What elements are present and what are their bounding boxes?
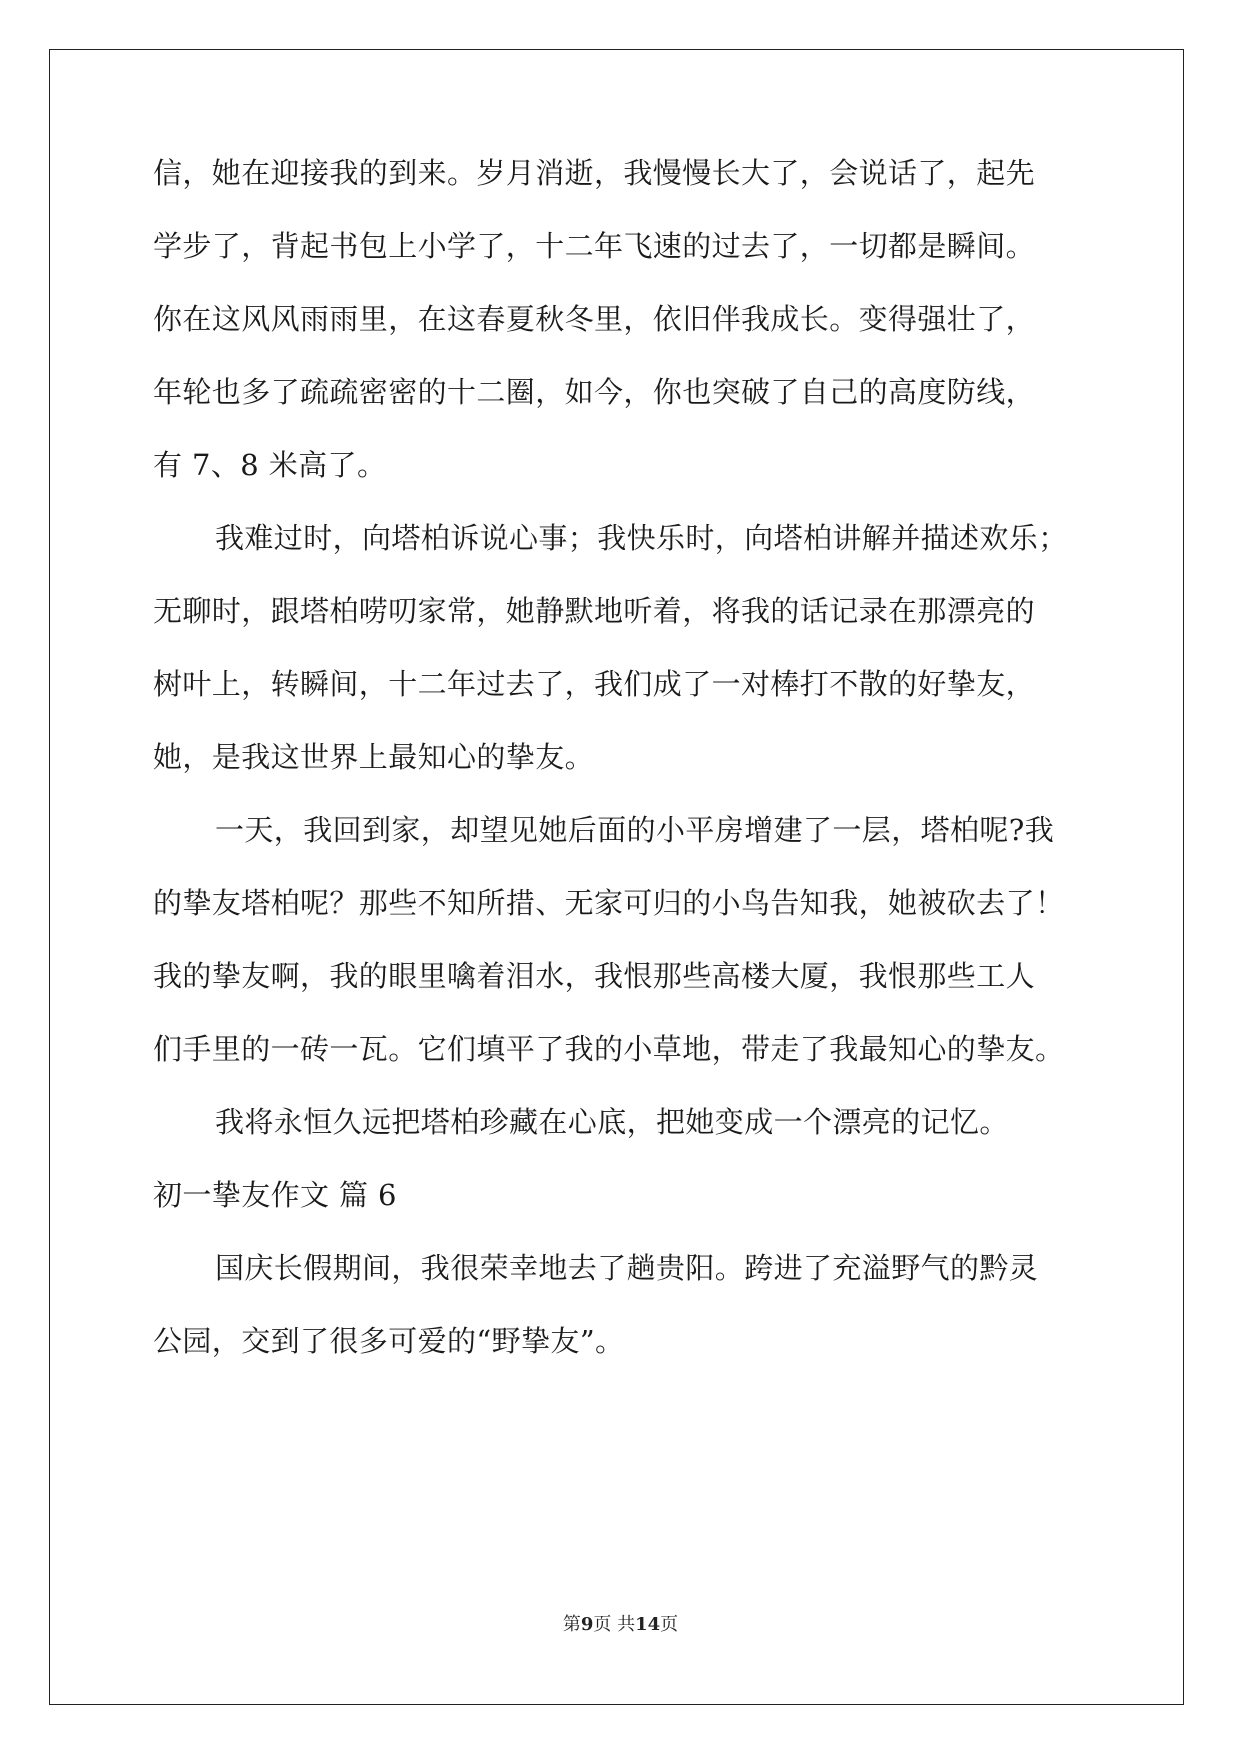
page-border xyxy=(49,49,1184,1705)
text-line: 国庆长假期间，我很荣幸地去了趟贵阳。跨进了充溢野气的黔灵 xyxy=(215,1251,1039,1285)
total-pages: 14 xyxy=(635,1614,661,1635)
footer-mid: 页 共 xyxy=(593,1614,636,1635)
text-line: 树叶上，转瞬间，十二年过去了，我们成了一对棒打不散的好挚友， xyxy=(153,667,1036,701)
text-line: 她，是我这世界上最知心的挚友。 xyxy=(153,740,595,774)
text-line: 有 7、8 米高了。 xyxy=(153,448,387,482)
text-line: 们手里的一砖一瓦。它们填平了我的小草地，带走了我最知心的挚友。 xyxy=(153,1032,1065,1066)
text-line: 我的挚友啊，我的眼里噙着泪水，我恨那些高楼大厦，我恨那些工人 xyxy=(153,959,1036,993)
text-line: 公园，交到了很多可爱的“野挚友”。 xyxy=(153,1324,625,1358)
text-line: 你在这风风雨雨里，在这春夏秋冬里，依旧伴我成长。变得强壮了， xyxy=(153,302,1036,336)
page-footer xyxy=(0,1610,1241,1636)
footer-prefix: 第 xyxy=(562,1614,581,1635)
text-line: 年轮也多了疏疏密密的十二圈，如今，你也突破了自己的高度防线， xyxy=(153,375,1036,409)
section-heading: 初一挚友作文 篇 6 xyxy=(153,1178,397,1212)
text-line: 我难过时，向塔柏诉说心事；我快乐时，向塔柏讲解并描述欢乐； xyxy=(215,521,1068,555)
text-line: 学步了，背起书包上小学了，十二年飞速的过去了，一切都是瞬间。 xyxy=(153,229,1036,263)
text-line: 无聊时，跟塔柏唠叨家常，她静默地听着，将我的话记录在那漂亮的 xyxy=(153,594,1036,628)
footer-suffix: 页 xyxy=(660,1614,679,1635)
text-line: 的挚友塔柏呢？那些不知所措、无家可归的小鸟告知我，她被砍去了！ xyxy=(153,886,1065,920)
text-line: 我将永恒久远把塔柏珍藏在心底，把她变成一个漂亮的记忆。 xyxy=(215,1105,1009,1139)
text-line: 信，她在迎接我的到来。岁月消逝，我慢慢长大了，会说话了，起先 xyxy=(153,156,1036,190)
text-line: 一天，我回到家，却望见她后面的小平房增建了一层，塔柏呢?我 xyxy=(215,813,1055,847)
page-number: 9 xyxy=(580,1614,594,1635)
